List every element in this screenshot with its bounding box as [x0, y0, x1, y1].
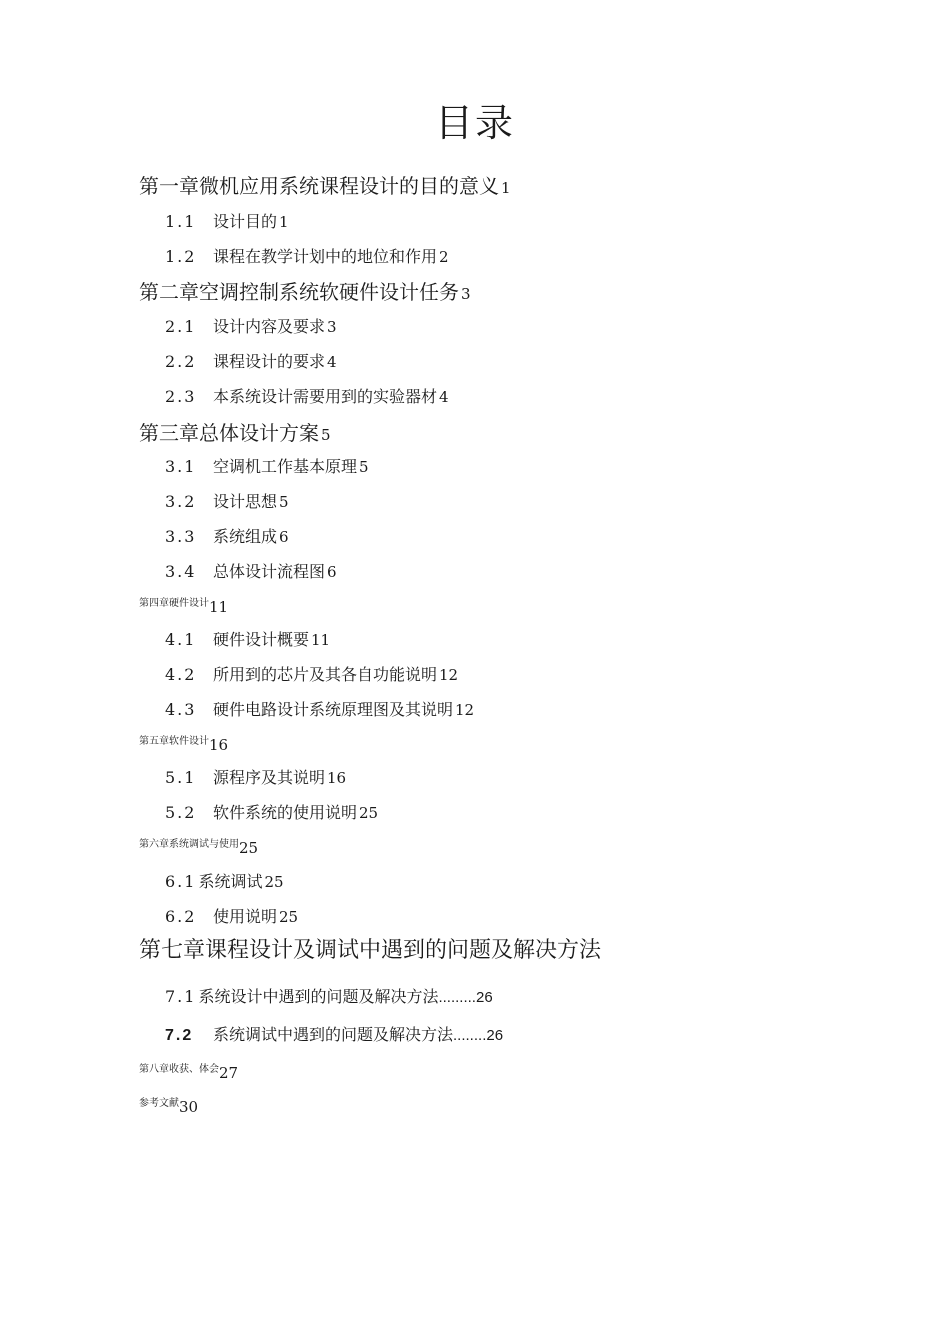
toc-section-number: 6.1	[165, 872, 197, 891]
toc-section-label: 硬件设计概要	[213, 630, 310, 649]
toc-section-label: 总体设计流程图	[213, 562, 326, 581]
toc-page-number: 4	[327, 353, 337, 371]
toc-page-number: 30	[179, 1098, 199, 1116]
toc-page-number: 27	[219, 1064, 239, 1082]
toc-chapter-label: 第四章硬件设计	[139, 598, 209, 609]
toc-page-number: 16	[209, 736, 229, 754]
toc-section-number: 2.3	[165, 387, 197, 406]
toc-section-label: 软件系统的使用说明	[213, 803, 358, 822]
toc-section-3-4[interactable]	[165, 560, 337, 584]
toc-section-4-1[interactable]	[165, 628, 330, 652]
toc-section-number: 4.1	[165, 630, 197, 649]
toc-section-3-1[interactable]	[165, 455, 369, 479]
toc-section-number: 7.1	[165, 987, 197, 1006]
toc-page-number: 1	[279, 213, 289, 231]
toc-section-label: 设计思想	[213, 492, 278, 511]
toc-section-number: 1.2	[165, 247, 197, 266]
toc-page-number: 2	[439, 248, 449, 266]
toc-page-number: 1	[501, 179, 511, 197]
toc-section-3-2[interactable]	[165, 490, 289, 514]
toc-section-label: 设计目的	[213, 212, 278, 231]
toc-page-number: 11	[209, 598, 229, 616]
toc-page-number: 25	[359, 804, 379, 822]
toc-page-number: 5	[321, 426, 331, 444]
toc-chapter-label: 第五章软件设计	[139, 736, 209, 747]
toc-section-number: 5.1	[165, 768, 197, 787]
toc-section-2-2[interactable]	[165, 350, 337, 374]
toc-page-number: 3	[327, 318, 337, 336]
toc-section-7-1[interactable]	[165, 985, 493, 1010]
toc-page-number: 3	[461, 285, 471, 303]
toc-section-label: 系统设计中遇到的问题及解决方法	[198, 987, 439, 1006]
toc-section-6-1[interactable]	[165, 870, 284, 894]
toc-section-number: 3.1	[165, 457, 197, 476]
toc-section-1-1[interactable]	[165, 210, 289, 234]
toc-page-number: 25	[239, 839, 259, 857]
toc-section-label: 硬件电路设计系统原理图及其说明	[213, 700, 454, 719]
toc-chapter-4[interactable]	[139, 594, 229, 616]
toc-leader-dots: ........	[453, 1027, 487, 1044]
toc-chapter-label: 第一章微机应用系统课程设计的目的意义	[139, 174, 499, 198]
toc-section-1-2[interactable]	[165, 245, 449, 269]
toc-section-label: 设计内容及要求	[213, 317, 326, 336]
toc-chapter-8[interactable]	[139, 1060, 239, 1082]
toc-page-number: 12	[455, 701, 475, 719]
toc-section-number: 3.2	[165, 492, 197, 511]
toc-section-label: 所用到的芯片及其各自功能说明	[213, 665, 438, 684]
toc-page-number: 16	[327, 769, 347, 787]
toc-section-number: 4.3	[165, 700, 197, 719]
toc-chapter-label: 第六章系统调试与使用	[139, 839, 239, 850]
toc-references[interactable]	[139, 1094, 199, 1116]
toc-page-number: 5	[279, 493, 289, 511]
toc-section-4-2[interactable]	[165, 663, 458, 687]
toc-section-number: 6.2	[165, 907, 197, 926]
toc-section-number: 1.1	[165, 212, 197, 231]
toc-section-label: 课程在教学计划中的地位和作用	[213, 247, 438, 266]
toc-section-number: 5.2	[165, 803, 197, 822]
toc-chapter-7[interactable]	[139, 936, 601, 966]
toc-section-number: 3.3	[165, 527, 197, 546]
toc-page-number: 6	[279, 528, 289, 546]
toc-chapter-1[interactable]	[139, 172, 511, 202]
toc-chapter-2[interactable]	[139, 278, 471, 308]
toc-section-3-3[interactable]	[165, 525, 289, 549]
page-title: 目录	[434, 101, 515, 145]
toc-page-number: 25	[279, 908, 299, 926]
toc-section-number: 2.1	[165, 317, 197, 336]
toc-page-number: 12	[439, 666, 459, 684]
toc-section-label: 课程设计的要求	[213, 352, 326, 371]
toc-chapter-label: 第七章课程设计及调试中遇到的问题及解决方法	[139, 938, 602, 963]
toc-section-label: 空调机工作基本原理	[213, 457, 358, 476]
toc-section-label: 本系统设计需要用到的实验器材	[213, 387, 438, 406]
toc-section-number: 7.2	[165, 1027, 194, 1044]
toc-chapter-label: 参考文献	[139, 1098, 179, 1109]
toc-section-5-1[interactable]	[165, 766, 346, 790]
toc-chapter-6[interactable]	[139, 835, 259, 857]
toc-section-number: 2.2	[165, 352, 197, 371]
toc-section-label: 系统调试中遇到的问题及解决方法	[213, 1025, 454, 1044]
toc-page-number: 25	[264, 873, 284, 891]
toc-section-label: 系统调试	[198, 872, 263, 891]
toc-section-4-3[interactable]	[165, 698, 474, 722]
toc-section-label: 系统组成	[213, 527, 278, 546]
toc-chapter-5[interactable]	[139, 732, 229, 754]
toc-section-7-2[interactable]	[165, 1023, 503, 1048]
toc-section-6-2[interactable]	[165, 905, 298, 929]
toc-chapter-label: 第二章空调控制系统软硬件设计任务	[139, 280, 459, 304]
toc-chapter-3[interactable]	[139, 419, 331, 449]
toc-section-2-1[interactable]	[165, 315, 337, 339]
toc-page-number: 11	[311, 631, 331, 649]
toc-section-number: 3.4	[165, 562, 197, 581]
toc-section-label: 源程序及其说明	[213, 768, 326, 787]
toc-leader-dots: .........	[438, 989, 476, 1006]
toc-section-5-2[interactable]	[165, 801, 378, 825]
toc-page-number: 26	[475, 989, 493, 1006]
toc-page-number: 26	[486, 1027, 504, 1044]
toc-chapter-label: 第八章收获、体会	[139, 1064, 219, 1075]
toc-page-number: 6	[327, 563, 337, 581]
toc-section-label: 使用说明	[213, 907, 278, 926]
toc-chapter-label: 第三章总体设计方案	[139, 421, 319, 445]
toc-page-number: 4	[439, 388, 449, 406]
toc-section-2-3[interactable]	[165, 385, 449, 409]
toc-page-number: 5	[359, 458, 369, 476]
toc-section-number: 4.2	[165, 665, 197, 684]
